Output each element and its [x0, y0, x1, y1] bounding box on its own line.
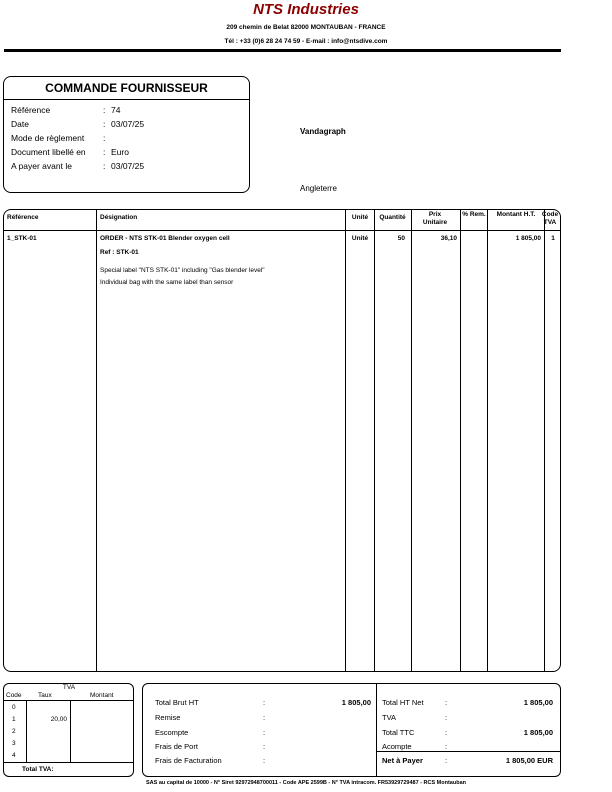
total-value-net-ht: 1 805,00 [523, 698, 553, 707]
col-header-amount: Montant H.T. [496, 211, 536, 218]
supplier-name: Vandagraph [300, 127, 346, 136]
vat-code: 4 [12, 752, 16, 759]
cell-reference: 1_STK-01 [7, 235, 37, 242]
total-label: Acompte [382, 742, 412, 751]
vat-code: 1 [12, 716, 16, 723]
total-label: Remise [155, 713, 181, 722]
cell-ref-line: Ref : STK-01 [100, 249, 139, 256]
cell-unit-price: 36,10 [440, 235, 457, 242]
cell-designation: ORDER - NTS STK-01 Blender oxygen cell [100, 235, 230, 242]
field-separator: : [103, 161, 106, 171]
total-label: Total Brut HT [155, 698, 199, 707]
vat-column-divider [70, 700, 71, 762]
supplier-country: Angleterre [300, 184, 337, 193]
column-divider [345, 210, 346, 671]
vat-total-label: Total TVA: [22, 766, 54, 773]
col-header-vat-code: Code TVA [541, 211, 559, 226]
field-value-due-date: 03/07/25 [111, 161, 145, 171]
field-separator: : [103, 147, 106, 157]
total-separator: : [445, 698, 448, 707]
vat-col-amount: Montant [90, 692, 114, 699]
total-label: Escompte [155, 728, 189, 737]
total-separator: : [445, 713, 448, 722]
cell-unit: Unité [351, 235, 369, 242]
vat-col-rate: Taux [38, 692, 52, 699]
net-to-pay-divider [377, 751, 560, 752]
cell-description-line: Special label "NTS STK-01" including "Gas blender level" [100, 267, 265, 274]
header-row-divider [4, 230, 560, 231]
vat-code: 0 [12, 704, 16, 711]
field-label-due-date: A payer avant le [11, 161, 72, 171]
total-label: Total TTC [382, 728, 415, 737]
vat-rate: 20,00 [50, 716, 67, 723]
vat-title: TVA [62, 684, 76, 691]
field-label-payment-mode: Mode de règlement [11, 133, 85, 143]
field-separator: : [103, 119, 106, 129]
total-separator: : [445, 756, 448, 765]
total-separator: : [263, 713, 266, 722]
legal-footer: SAS au capital de 10000 - N° Siret 92972948700011 - Code APE 2599B - N° TVA intracom. FR53929729487 - RCS Montauban [146, 780, 466, 786]
vat-code: 3 [12, 740, 16, 747]
header-divider [4, 49, 561, 52]
total-label: TVA [382, 713, 397, 722]
order-title-divider [4, 99, 249, 100]
col-header-quantity: Quantité [379, 214, 406, 221]
company-address: 209 chemin de Belat 82000 MONTAUBAN - FRANCE [226, 24, 386, 31]
cell-amount: 1 805,00 [515, 235, 541, 242]
column-divider [544, 210, 545, 671]
field-separator: : [103, 105, 106, 115]
vat-code: 2 [12, 728, 16, 735]
total-separator: : [263, 756, 266, 765]
field-value-reference: 74 [111, 105, 121, 115]
field-value-date: 03/07/25 [111, 119, 145, 129]
field-value-currency: Euro [111, 147, 129, 157]
column-divider [374, 210, 375, 671]
field-separator: : [103, 133, 106, 143]
total-label: Frais de Facturation [155, 756, 222, 765]
total-separator: : [445, 728, 448, 737]
col-header-unit: Unité [351, 214, 369, 221]
field-label-currency: Document libellé en [11, 147, 86, 157]
col-header-unit-price: Prix Unitaire [422, 211, 448, 226]
col-header-discount: % Rem. [462, 211, 486, 218]
vat-col-code: Code [6, 692, 22, 699]
column-divider [96, 210, 97, 671]
vat-total-divider [4, 762, 134, 763]
col-header-designation: Désignation [100, 214, 138, 221]
order-info-box [3, 76, 250, 193]
total-separator: : [263, 698, 266, 707]
total-label: Total HT Net [382, 698, 424, 707]
vat-column-divider [26, 700, 27, 762]
vat-header-divider [4, 700, 134, 701]
totals-box [142, 683, 561, 777]
cell-description-line: Individual bag with the same label than sensor [100, 279, 234, 286]
vat-breakdown-box [3, 683, 134, 777]
column-divider [460, 210, 461, 671]
totals-column-divider [376, 684, 377, 776]
line-items-table [3, 209, 561, 672]
order-title: COMMANDE FOURNISSEUR [45, 81, 208, 95]
net-to-pay-label: Net à Payer [382, 756, 423, 765]
column-divider [411, 210, 412, 671]
total-separator: : [263, 728, 266, 737]
company-name: NTS Industries [253, 1, 359, 18]
cell-quantity: 50 [397, 235, 405, 242]
column-divider [487, 210, 488, 671]
field-label-reference: Référence [11, 105, 51, 115]
total-label: Frais de Port [155, 742, 198, 751]
cell-vat-code: 1 [551, 235, 555, 242]
total-value-gross: 1 805,00 [341, 698, 371, 707]
net-to-pay-value: 1 805,00 EUR [505, 756, 553, 765]
field-label-date: Date [11, 119, 29, 129]
col-header-reference: Référence [7, 214, 39, 221]
total-separator: : [445, 742, 448, 751]
total-value-ttc: 1 805,00 [523, 728, 553, 737]
total-separator: : [263, 742, 266, 751]
company-contact: Tél : +33 (0)6 28 24 74 59 - E-mail : info@ntsdive.com [224, 38, 388, 45]
